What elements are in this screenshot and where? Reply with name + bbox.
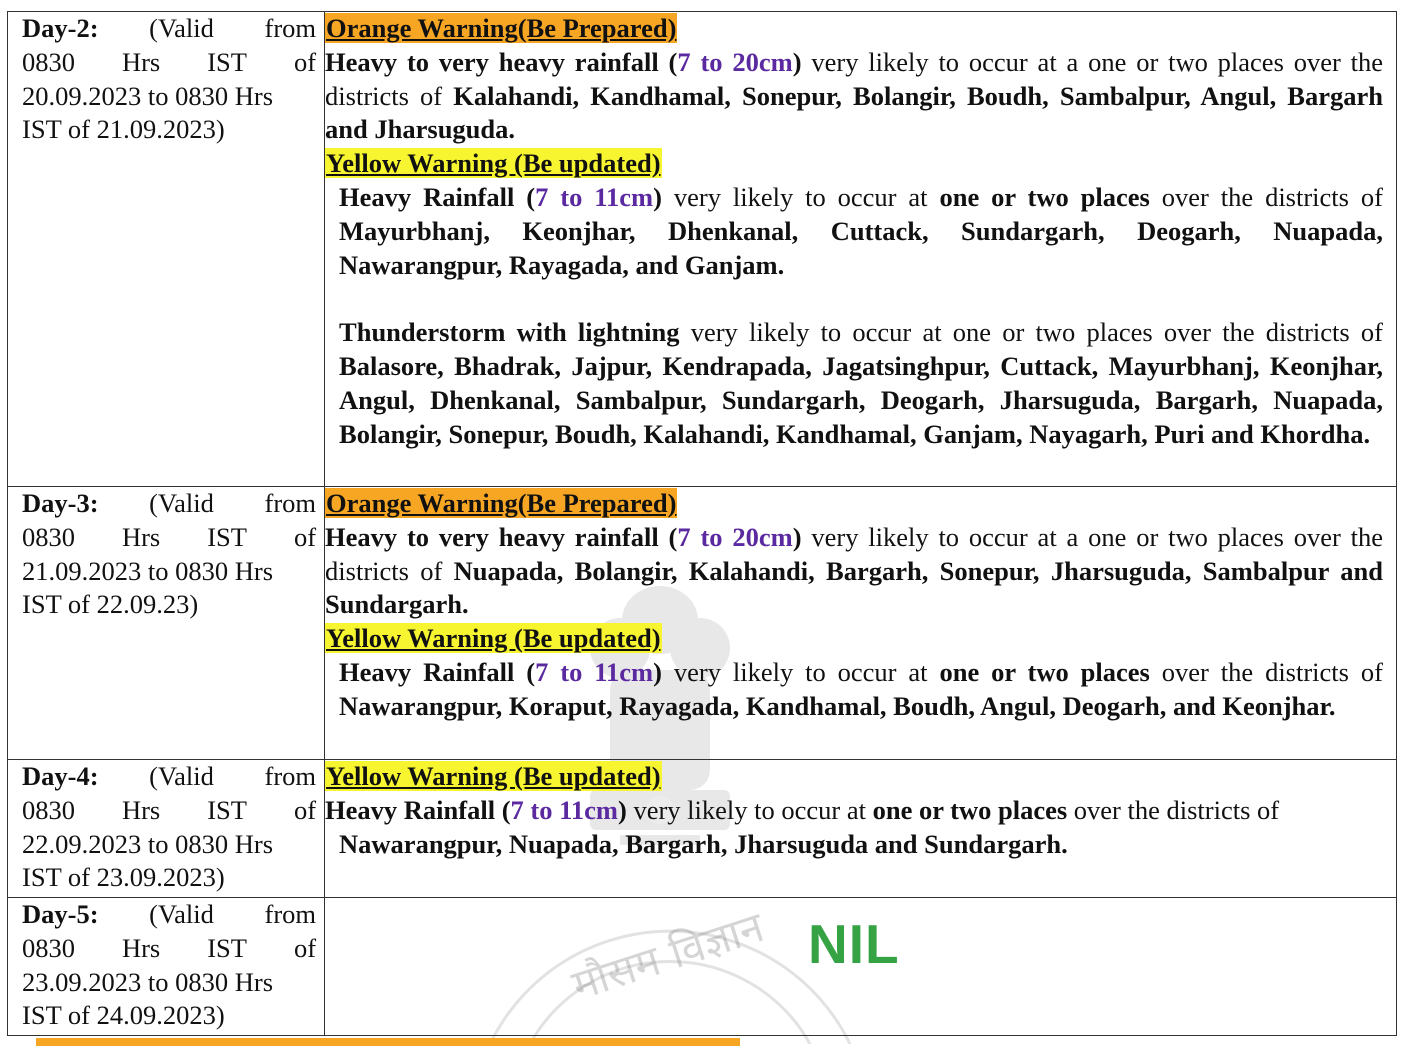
day-label: Day-4:: [22, 761, 99, 791]
orange-warning-text: Heavy to very heavy rainfall (7 to 20cm) very likely to occur at a one or two places over the districts of Kalahandi, Kandhamal, Sonepur, Bolangir, Boudh, Sambalpur, Angul, Bargarh and Jharsuguda.: [325, 46, 1383, 145]
nil-label: NIL: [808, 913, 900, 975]
day-label: Day-5:: [22, 899, 99, 929]
yellow-warning-title: Yellow Warning (Be updated): [326, 623, 661, 654]
validity-line: 20.09.2023 to 0830 Hrs: [22, 80, 274, 111]
orange-highlight-strip: [36, 1038, 740, 1046]
validity-line: 22.09.2023 to 0830 Hrs: [22, 828, 274, 859]
yellow-warning-text: Heavy Rainfall (7 to 11cm) very likely to occur at one or two places over the districts of Nawarangpur, Koraput, Rayagada, Kandhamal, Boudh, Angul, Deogarh, and Keonjhar.: [339, 656, 1383, 721]
thunderstorm-text: Thunderstorm with lightning very likely to occur at one or two places over the districts of Balasore, Bhadrak, Jajpur, Kendrapada, Jagatsinghpur, Cuttack, Mayurbhanj, Keonjhar, Angul, Dhenkanal, Sambalpur, Sundargarh, Deogarh, Jharsuguda, Bargarh, Nuapada, Bolangir, Sonepur, Boudh, Kalahandi, Kandhamal, Ganjam, Nayagarh, Puri and Khordha.: [339, 317, 1383, 449]
validity-line: 23.09.2023 to 0830 Hrs: [22, 966, 274, 997]
validity-cell: Day-5: (Valid from 0830 Hrs IST of 23.09.2023 to 0830 Hrs IST of 24.09.2023): [8, 898, 325, 1036]
yellow-warning-text: Heavy Rainfall (7 to 11cm) very likely to occur at one or two places over the districts of: [325, 794, 1280, 825]
validity-line: IST of 23.09.2023): [22, 862, 225, 893]
validity-cell: Day-4: (Valid from 0830 Hrs IST of 22.09.2023 to 0830 Hrs IST of 23.09.2023): [8, 760, 325, 898]
table-row: [8, 760, 1397, 898]
yellow-warning-text: Heavy Rainfall (7 to 11cm) very likely to occur at one or two places over the districts of Mayurbhanj, Keonjhar, Dhenkanal, Cuttack, Sundargarh, Deogarh, Nuapada, Nawarangpur, Rayagada, and Ganjam.: [339, 181, 1383, 280]
orange-warning-text: Heavy to very heavy rainfall (7 to 20cm) very likely to occur at a one or two places over the districts of Nuapada, Bolangir, Kalahandi, Bargarh, Sonepur, Jharsuguda, Sambalpur and Sundargarh.: [325, 521, 1383, 620]
yellow-warning-title: Yellow Warning (Be updated): [326, 148, 661, 179]
yellow-warning-title: Yellow Warning (Be updated): [326, 761, 661, 791]
forecast-table: [7, 11, 1397, 1036]
validity-cell: Day-3: (Valid from 0830 Hrs IST of 21.09.2023 to 0830 Hrs IST of 22.09.23): [8, 487, 325, 760]
validity-cell: Day-2: (Valid from 0830 Hrs IST of 20.09.2023 to 0830 Hrs IST of 21.09.2023): [8, 12, 325, 487]
orange-warning-title: Orange Warning(Be Prepared): [326, 13, 677, 43]
warning-cell: [325, 12, 1397, 487]
validity-line: IST of 24.09.2023): [22, 1000, 225, 1031]
watermark-text: मौसम विज्ञान: [565, 902, 770, 1010]
orange-warning-title: Orange Warning(Be Prepared): [326, 488, 677, 518]
warning-cell: [325, 487, 1397, 760]
day-label: Day-3:: [22, 488, 99, 518]
validity-line: IST of 22.09.23): [22, 589, 199, 620]
table-row: [8, 487, 1397, 760]
warning-cell: [325, 760, 1397, 898]
validity-line: 21.09.2023 to 0830 Hrs: [22, 555, 274, 586]
day-label: Day-2:: [22, 13, 99, 43]
table-row: [8, 12, 1397, 487]
district-list: Nawarangpur, Nuapada, Bargarh, Jharsuguda and Sundargarh.: [339, 828, 1068, 859]
validity-line: IST of 21.09.2023): [22, 114, 225, 145]
table-row: [8, 898, 1397, 1036]
